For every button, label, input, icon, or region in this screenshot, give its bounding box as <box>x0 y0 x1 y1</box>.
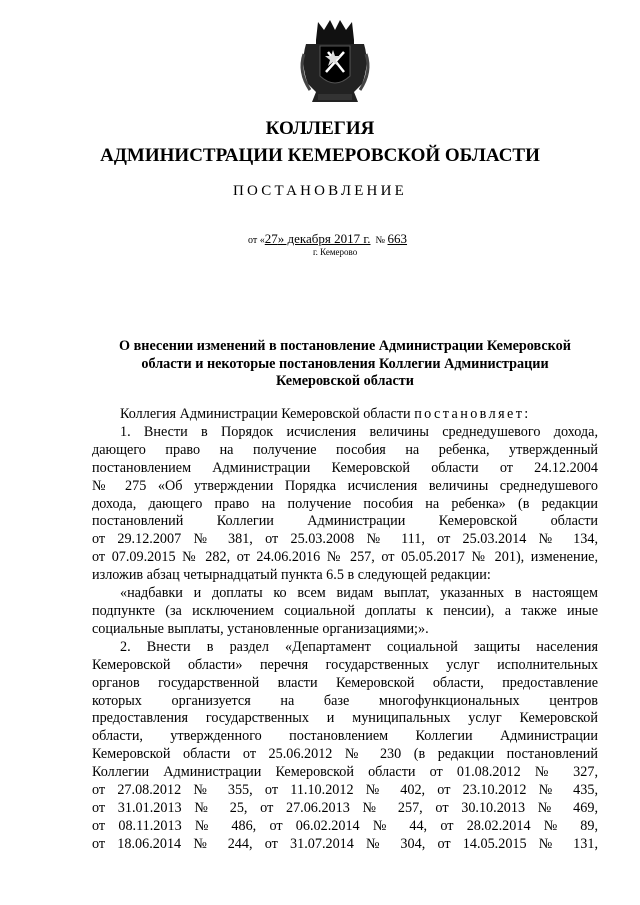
body-line: 1. Внести в Порядок исчисления величины среднедушевого дохода, <box>120 423 598 440</box>
body-line: от 07.09.2015 № 282, от 24.06.2016 № 257, от 05.05.2017 № 201), изменение, <box>92 549 598 566</box>
body-line: постановлением Администрации Кемеровской области от 24.12.2004 <box>92 459 598 476</box>
body-line: дающего право на получение пособия на ребенка, утвержденный <box>92 441 598 458</box>
quote-line: подпункте (за исключением социальной доплаты к пенсии), а также иные <box>92 602 598 619</box>
number-sign: № <box>375 235 386 246</box>
body-line: которых организуется на базе многофункциональных центров <box>92 692 598 709</box>
body-line: Кемеровской области» перечня государственных услуг исполнительных <box>92 656 598 673</box>
date-rest: » декабря 2017 г. <box>277 231 371 246</box>
body-line: от 08.11.2013 № 486, от 06.02.2014 № 44, от 28.02.2014 № 89, <box>92 817 598 834</box>
body-line: постановлений Коллегии Администрации Кемеровской области <box>92 513 598 530</box>
body-line: от 27.08.2012 № 355, от 11.10.2012 № 402, от 23.10.2012 № 435, <box>92 782 598 799</box>
quote-line: социальные выплаты, установленные организациями;». <box>92 620 429 637</box>
document-number: 663 <box>387 231 408 246</box>
title-line: О внесении изменений в постановление Администрации Кемеровской <box>119 338 571 354</box>
body-line: от 18.06.2014 № 244, от 31.07.2014 № 304, от 14.05.2015 № 131, <box>92 835 598 852</box>
date-day: 27 <box>264 231 278 246</box>
document-title <box>92 338 598 391</box>
intro-paragraph <box>92 406 598 424</box>
body-line: № 275 «Об утверждении Порядка исчисления величины среднедушевого <box>92 477 598 494</box>
body-line: области, утвержденного постановлением Коллегии Администрации <box>92 728 598 745</box>
body-line: дохода, дающего право на получение пособия на ребенка» (в редакции <box>92 495 598 512</box>
city: г. Кемерово <box>313 247 358 257</box>
body-line: от 31.01.2013 № 25, от 27.06.2013 № 257, от 30.10.2013 № 469, <box>92 799 598 816</box>
document-body <box>92 406 598 854</box>
body-line: Кемеровской области от 25.06.2012 № 230 (в редакции постановлений <box>92 746 598 763</box>
org-name-line1: КОЛЛЕГИЯ <box>265 118 375 139</box>
body-line: от 29.12.2007 № 381, от 25.03.2008 № 111, от 25.03.2014 № 134, <box>92 531 598 548</box>
document-date-line <box>248 231 407 247</box>
body-line: изложив абзац четырнадцатый пункта 6.5 в следующей редакции: <box>92 567 491 584</box>
intro-text: Коллегия Администрации Кемеровской области <box>120 406 415 422</box>
quote-line: «надбавки и доплаты ко всем видам выплат, указанных в настоящем <box>120 585 598 602</box>
body-line: 2. Внести в раздел «Департамент социальной защиты населения <box>120 638 598 655</box>
body-line: предоставления государственных и муниципальных услуг Кемеровской <box>92 710 598 727</box>
date-prefix: от « <box>248 235 265 246</box>
org-name-line2: АДМИНИСТРАЦИИ КЕМЕРОВСКОЙ ОБЛАСТИ <box>100 145 540 166</box>
coat-of-arms-emblem <box>296 14 374 110</box>
body-line: органов государственной власти Кемеровской области, предоставление <box>92 674 598 691</box>
title-line: области и некоторые постановления Коллегии Администрации <box>141 355 549 372</box>
intro-spaced-text: постановляет: <box>414 406 531 422</box>
body-line: Коллегии Администрации Кемеровской области от 01.08.2012 № 327, <box>92 764 598 781</box>
document-type: ПОСТАНОВЛЕНИЕ <box>233 183 407 199</box>
title-line: Кемеровской области <box>276 373 414 389</box>
